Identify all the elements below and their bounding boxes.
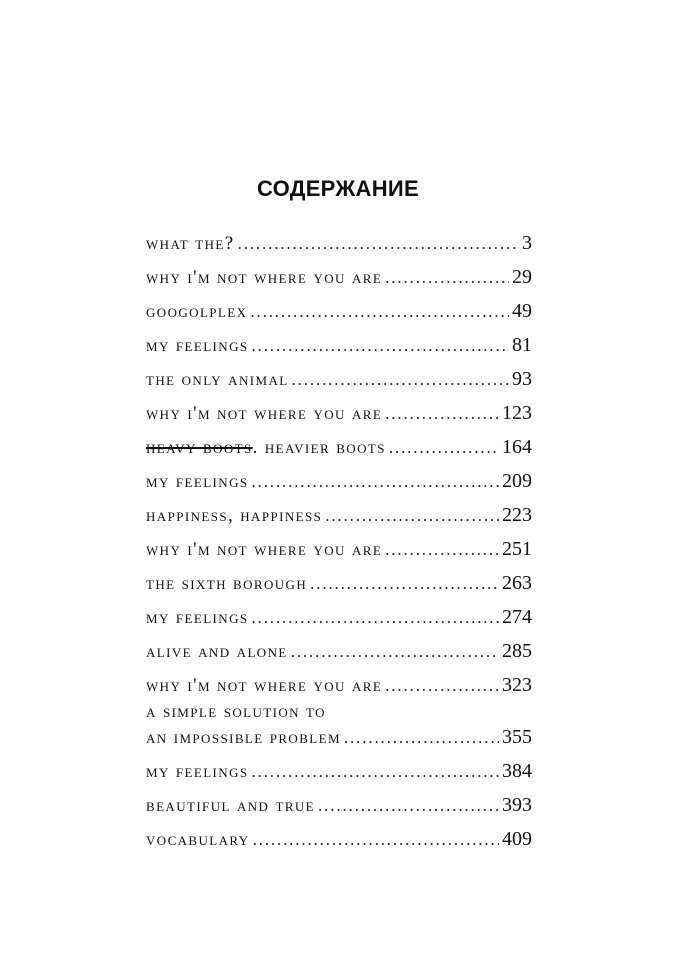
struck-text: heavy boots <box>146 437 253 458</box>
toc-entry-label: googolplex <box>146 301 248 322</box>
dot-leader <box>238 227 519 261</box>
toc-entry-page: 285 <box>502 640 532 662</box>
toc-entry <box>146 362 532 396</box>
dot-leader <box>310 567 499 601</box>
dot-leader <box>252 601 500 635</box>
toc-entry-label <box>146 431 386 465</box>
toc-entry-page: 251 <box>502 538 532 560</box>
dot-leader <box>252 329 510 363</box>
toc-entry-label: my feelings <box>146 471 249 492</box>
dot-leader <box>252 755 500 789</box>
toc-entry-page: 274 <box>502 606 532 628</box>
toc-entry-label: the only animal <box>146 369 289 390</box>
toc-entry-page: 164 <box>502 436 532 458</box>
toc-entry <box>146 396 532 430</box>
toc-entry-page: 123 <box>502 402 532 424</box>
dot-leader <box>291 635 499 669</box>
toc-entry-page: 29 <box>512 266 532 288</box>
toc-entry <box>146 464 532 498</box>
toc-entry-label: why i'm not where you are <box>146 675 383 696</box>
toc-entry <box>146 600 532 634</box>
toc-entry <box>146 668 532 702</box>
toc-entry <box>146 566 532 600</box>
toc-entry-page: 355 <box>502 726 532 748</box>
toc-entry <box>146 532 532 566</box>
dot-leader <box>325 499 499 533</box>
toc-entry-label-rest: . heavier boots <box>252 437 386 458</box>
toc-entry <box>146 702 532 754</box>
toc-entry-label: what the? <box>146 233 235 254</box>
dot-leader <box>250 295 509 329</box>
toc-entry-page: 323 <box>502 674 532 696</box>
dot-leader <box>389 431 499 465</box>
dot-leader <box>385 397 499 431</box>
toc-entry <box>146 498 532 532</box>
toc-entry <box>146 822 532 856</box>
toc-entry-label: my feelings <box>146 761 249 782</box>
toc-entry-label: my feelings <box>146 607 249 628</box>
dot-leader <box>385 533 499 567</box>
toc-entry <box>146 294 532 328</box>
dot-leader <box>385 261 509 295</box>
toc-entry-page: 384 <box>502 760 532 782</box>
toc-entry <box>146 226 532 260</box>
toc-entry-label: alive and alone <box>146 641 288 662</box>
toc-entry-label-line1: a simple solution to <box>146 701 326 722</box>
toc-entry <box>146 754 532 788</box>
toc-entry-label: why i'm not where you are <box>146 403 383 424</box>
toc-entry <box>146 328 532 362</box>
dot-leader <box>385 669 499 703</box>
toc-entry-label: vocabulary <box>146 829 250 850</box>
toc-title: СОДЕРЖАНИЕ <box>256 176 420 201</box>
toc-entry-page: 209 <box>502 470 532 492</box>
toc-entry-page: 223 <box>502 504 532 526</box>
toc-entry-page: 49 <box>512 300 532 322</box>
dot-leader <box>252 465 500 499</box>
dot-leader <box>292 363 509 397</box>
toc-entry-page: 81 <box>512 334 532 356</box>
toc-entry-page: 409 <box>502 828 532 850</box>
toc-entry <box>146 788 532 822</box>
toc-entry-label: why i'm not where you are <box>146 539 383 560</box>
toc-entry <box>146 260 532 294</box>
toc-entry-page: 93 <box>512 368 532 390</box>
dot-leader <box>318 789 499 823</box>
toc-entry-label: my feelings <box>146 335 249 356</box>
toc-entry-page: 263 <box>502 572 532 594</box>
dot-leader <box>344 723 499 753</box>
toc-entry-page: 393 <box>502 794 532 816</box>
toc-entry <box>146 430 532 464</box>
toc-entry-label-line2: an impossible problem <box>146 727 341 748</box>
toc-entry-label: why i'm not where you are <box>146 267 383 288</box>
toc-entry-label: the sixth borough <box>146 573 308 594</box>
toc-entry-label: happiness, happiness <box>146 505 323 526</box>
toc-entry <box>146 634 532 668</box>
dot-leader <box>253 823 499 857</box>
toc-entry-label: beautiful and true <box>146 795 316 816</box>
toc-entry-page: 3 <box>522 232 532 254</box>
table-of-contents <box>146 226 532 856</box>
